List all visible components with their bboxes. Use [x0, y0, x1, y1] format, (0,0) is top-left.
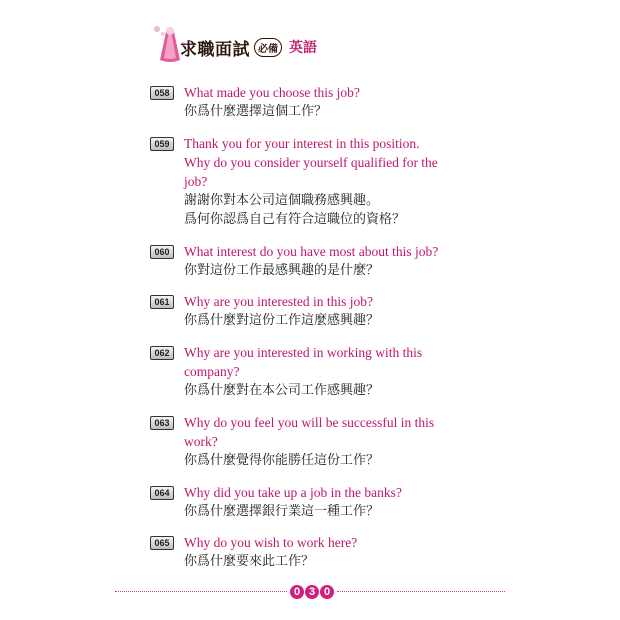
question-english: Why are you interested in this job? [184, 294, 373, 309]
question-number: 058 [150, 86, 174, 100]
page-number [290, 585, 334, 599]
page-number-digit: 0 [320, 585, 334, 599]
book-title-sub: 英語 [289, 40, 317, 56]
page-header [150, 22, 450, 66]
question-english: job? [184, 174, 208, 189]
qa-item [150, 483, 460, 521]
question-number: 064 [150, 486, 174, 500]
question-english: work? [184, 434, 218, 449]
question-english: company? [184, 364, 240, 379]
footer-dotted-line-left [115, 591, 287, 592]
question-number: 061 [150, 295, 174, 309]
page-footer [115, 585, 505, 599]
qa-item [150, 413, 460, 470]
question-chinese: 你爲什麼對這份工作這麼感興趣？ [184, 313, 380, 328]
question-chinese: 你爲什麼覺得你能勝任這份工作？ [184, 453, 380, 468]
qa-item [150, 134, 460, 229]
qa-item [150, 343, 460, 400]
question-english: What interest do you have most about this job? [184, 244, 439, 259]
question-number: 062 [150, 346, 174, 360]
question-english: Thank you for your interest in this position. [184, 136, 420, 151]
question-chinese: 你爲什麼對在本公司工作感興趣？ [184, 383, 380, 398]
question-number: 065 [150, 536, 174, 550]
question-english: Why are you interested in working with this [184, 345, 423, 360]
question-number: 060 [150, 245, 174, 259]
question-english: Why do you feel you will be successful in this [184, 415, 435, 430]
question-number: 059 [150, 137, 174, 151]
qa-item [150, 83, 460, 121]
question-chinese: 爲何你認爲自己有符合這職位的資格？ [184, 212, 406, 227]
book-title-main: 求職面試 [180, 39, 250, 60]
book-title [180, 34, 317, 60]
question-english: What made you choose this job? [184, 85, 360, 100]
question-chinese: 你對這份工作最感興趣的是什麼？ [184, 263, 380, 278]
book-title-badge: 必備 [254, 38, 282, 57]
question-english: Why do you wish to work here? [184, 535, 358, 550]
question-chinese: 你爲什麼選擇銀行業這一種工作？ [184, 504, 380, 519]
question-chinese: 你爲什麼選擇這個工作？ [184, 104, 328, 119]
question-chinese: 謝謝你對本公司這個職務感興趣。 [184, 193, 380, 208]
page-number-digit: 3 [305, 585, 319, 599]
question-english: Why did you take up a job in the banks? [184, 485, 402, 500]
question-english: Why do you consider yourself qualified for the [184, 155, 438, 170]
question-chinese: 你爲什麼要來此工作？ [184, 554, 315, 569]
page-number-digit: 0 [290, 585, 304, 599]
qa-item [150, 533, 460, 571]
qa-item [150, 242, 460, 280]
footer-dotted-line-right [337, 591, 505, 592]
qa-item [150, 292, 460, 330]
question-number: 063 [150, 416, 174, 430]
